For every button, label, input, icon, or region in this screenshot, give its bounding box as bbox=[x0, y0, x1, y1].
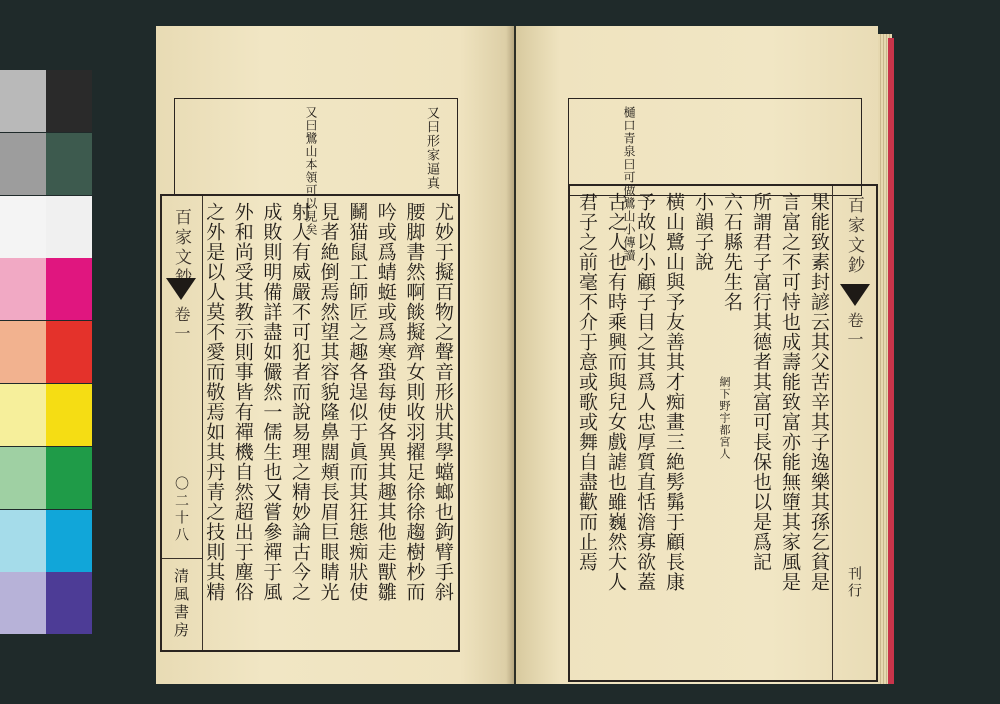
left-headnote-2: 又曰鷺山本領可以見矣 bbox=[304, 106, 318, 236]
color-calibration-chart bbox=[0, 70, 92, 636]
color-swatch bbox=[0, 70, 46, 132]
color-swatch bbox=[46, 258, 92, 320]
text-column: 鬭猫鼠工師匠之趣各逞似于眞而其狂態痴狀使 bbox=[346, 202, 369, 602]
red-edge bbox=[888, 38, 894, 684]
text-column: 君子之前毫不介于意或歌或舞自盡歡而止焉 bbox=[576, 192, 598, 572]
color-swatch bbox=[0, 510, 46, 572]
text-column: 吟或爲蜻蜓或爲寒蛩每使各異其趣其他走獸雛 bbox=[374, 202, 397, 602]
color-swatch bbox=[0, 384, 46, 446]
text-column: 言富之不可恃也成壽能致富亦能無墮其家風是 bbox=[779, 192, 801, 592]
right-fishtail-mark bbox=[840, 284, 870, 306]
color-swatch bbox=[46, 447, 92, 509]
text-column: 成敗則明備詳盡如儼然一儒生也又嘗參禪于風 bbox=[260, 202, 283, 602]
left-margin-volume: 卷一 bbox=[172, 306, 191, 344]
text-column: 尤妙于擬百物之聲音形狀其學蟷螂也鉤臂手斜 bbox=[431, 202, 454, 602]
left-headnote-1: 又曰形家逼真 bbox=[424, 106, 439, 190]
left-folio: 〇二十八 bbox=[173, 476, 189, 544]
text-column: 外和尚受其教示則事皆有禪機自然超出于塵俗 bbox=[231, 202, 254, 602]
left-page bbox=[156, 26, 514, 684]
color-swatch bbox=[46, 384, 92, 446]
right-headnote: 樋口青泉曰可做鷺山小傳讀 bbox=[622, 106, 636, 262]
text-column: 所謂君子富行其德者其富可長保也以是爲記 bbox=[750, 192, 772, 572]
color-swatch bbox=[46, 70, 92, 132]
text-column: 横山鷺山與予友善其才痴畫三絶髣髴于顧長康 bbox=[663, 192, 685, 592]
right-margin-volume: 卷一 bbox=[845, 312, 864, 350]
text-column: 果能致素封諺云其父苦辛其子逸樂其孫乞貧是 bbox=[808, 192, 830, 592]
book-spread bbox=[156, 26, 894, 686]
author-note: 網下野宇都宮人 bbox=[718, 376, 731, 460]
color-swatch bbox=[46, 133, 92, 195]
text-column: 古之人也有時乘興而與兒女戲謔也雖巍然大人 bbox=[605, 192, 627, 592]
text-column: 小韻子說 bbox=[692, 192, 714, 272]
color-swatch bbox=[46, 196, 92, 258]
color-swatch bbox=[0, 258, 46, 320]
color-swatch bbox=[0, 572, 46, 634]
color-swatch bbox=[0, 196, 46, 258]
left-publisher: 清風書房 bbox=[172, 568, 190, 640]
color-swatch bbox=[0, 133, 46, 195]
color-swatch bbox=[46, 321, 92, 383]
next-page-label: 刊行 bbox=[846, 566, 862, 600]
right-page bbox=[516, 26, 878, 684]
right-margin-title: 百家文鈔 bbox=[844, 196, 864, 276]
text-column: 見者絶倒焉然望其容貌隆鼻闊頬長眉巨眼睛光 bbox=[317, 202, 340, 602]
fishtail-mark bbox=[166, 278, 196, 300]
text-column: 予故以小顧子目之其爲人忠厚質直恬澹寡欲蓋 bbox=[634, 192, 656, 592]
text-column: 射人有威嚴不可犯者而說易理之精妙論古今之 bbox=[288, 202, 311, 602]
color-swatch bbox=[46, 510, 92, 572]
text-column: 腰脚書然啊餤擬齊女則收羽擢足徐徐趨樹杪而 bbox=[403, 202, 426, 602]
color-swatch bbox=[46, 572, 92, 634]
left-margin-title: 百家文鈔 bbox=[171, 208, 191, 288]
color-swatch bbox=[0, 321, 46, 383]
text-column: 六石縣先生名 bbox=[721, 192, 743, 312]
text-column: 之外是以人莫不愛而敬焉如其丹青之技則其精 bbox=[203, 202, 226, 602]
color-swatch bbox=[0, 447, 46, 509]
